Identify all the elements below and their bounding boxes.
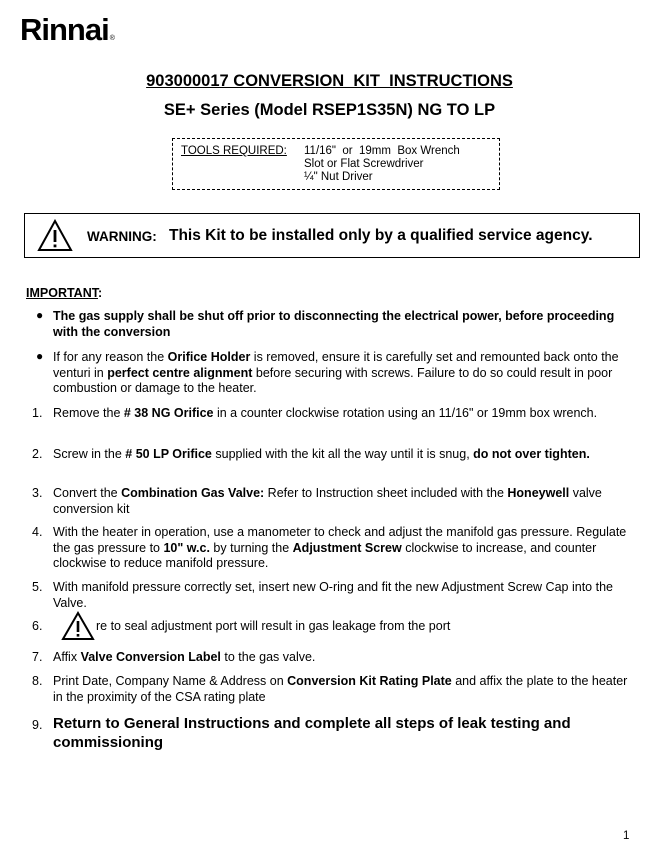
list-item: ● The gas supply shall be shut off prior to disconnecting the electrical power, before proceeding with the conversion: [36, 308, 615, 339]
step-2: 2. Screw in the # 50 LP Orifice supplied with the kit all the way until it is snug, do not over tighten.: [32, 447, 590, 461]
step-4: 4. With the heater in operation, use a manometer to check and adjust the manifold gas pressure. Regulate the gas pressure to 10" w.c. by turning the Adjustment Screw clockwise to increase, and counter clockwise to reduce manifold pressure.: [32, 525, 627, 570]
step-8: 8. Print Date, Company Name & Address on Conversion Kit Rating Plate and affix the plate to the heater in the proximity of the CSA rating plate: [32, 674, 628, 704]
tool-item: Slot or Flat Screwdriver: [304, 158, 424, 170]
step-7: 7. Affix Valve Conversion Label to the gas valve.: [32, 650, 316, 664]
step-5: 5. With manifold pressure correctly set, insert new O-ring and fit the new Adjustment Screw Cap into the Valve.: [32, 580, 613, 610]
tools-required-label: TOOLS REQUIRED:: [181, 145, 287, 157]
page-number: 1: [623, 830, 630, 842]
step-9: 9. Return to General Instructions and complete all steps of leak testing and commissioning: [32, 715, 571, 751]
warning-triangle-icon: [61, 611, 95, 641]
step-1: 1. Remove the # 38 NG Orifice in a counter clockwise rotation using an 11/16" or 19mm box wrench.: [32, 406, 598, 420]
warning-label: WARNING:: [87, 229, 157, 244]
tools-required-box: [172, 138, 500, 190]
document-title: 903000017 CONVERSION KIT INSTRUCTIONS: [146, 72, 513, 90]
rinnai-logo: Rinnai®: [20, 12, 115, 47]
document-subtitle: SE+ Series (Model RSEP1S35N) NG TO LP: [163, 101, 496, 119]
tools-list: [304, 145, 460, 184]
warning-box: [24, 213, 640, 258]
tool-item: ¼" Nut Driver: [304, 171, 373, 183]
warning-triangle-icon: [37, 219, 73, 252]
warning-text: This Kit to be installed only by a qualified service agency.: [169, 227, 593, 244]
important-heading: IMPORTANT:: [26, 286, 103, 300]
list-item: ● If for any reason the Orifice Holder is removed, ensure it is carefully set and remounted back onto the venturi in perfect centre alignment before securing with screws. Failure to do so could result in poor combustion or damage to the heater.: [36, 349, 619, 395]
step-3: 3. Convert the Combination Gas Valve: Refer to Instruction sheet included with the Honeywell valve conversion kit: [32, 486, 602, 516]
tool-item: 11/16" or 19mm Box Wrench: [304, 145, 460, 157]
